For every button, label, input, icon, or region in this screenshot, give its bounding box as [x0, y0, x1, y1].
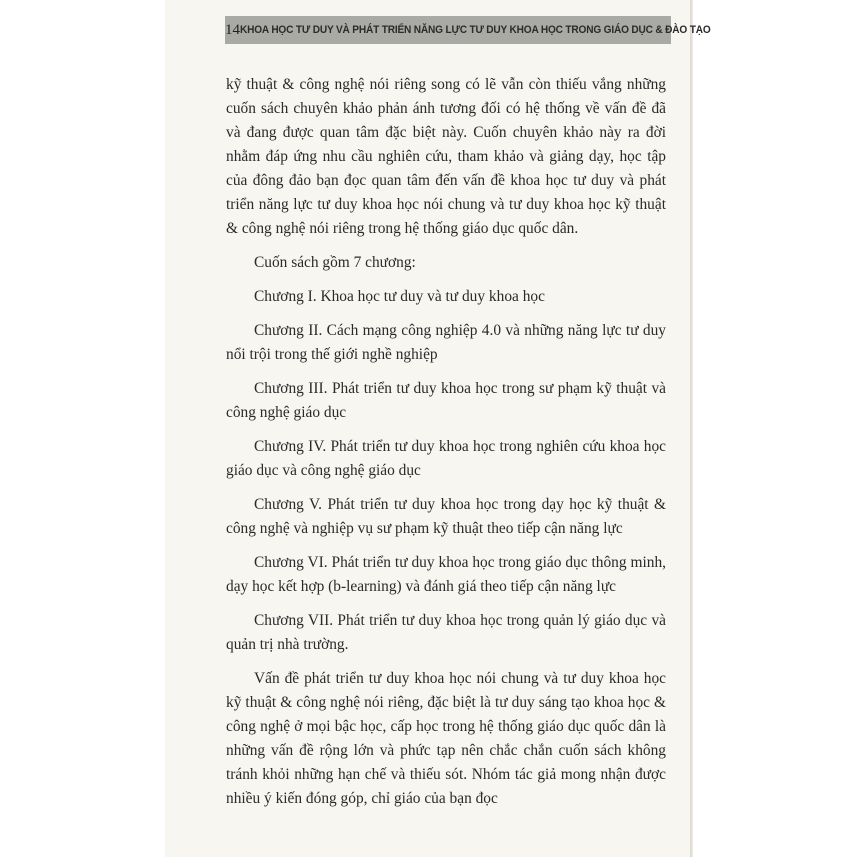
chapter-item-2: Chương II. Cách mạng công nghiệp 4.0 và những năng lực tư duy nổi trội trong thế giới nghề nghiệp — [226, 322, 666, 363]
chapter-item-6: Chương VI. Phát triển tư duy khoa học trong giáo dục thông minh, dạy học kết hợp (b-learning) và đánh giá theo tiếp cận năng lực — [226, 554, 666, 595]
page-body — [226, 73, 666, 821]
paragraph-chapter-count: Cuốn sách gồm 7 chương: — [254, 254, 416, 271]
chapter-item-7: Chương VII. Phát triển tư duy khoa học trong quản lý giáo dục và quản trị nhà trường. — [226, 612, 666, 653]
paragraph-intro: kỹ thuật & công nghệ nói riêng song có lẽ vẫn còn thiếu vắng những cuốn sách chuyên khảo phản ánh tương đối có hệ thống về vấn đề đã và đang được quan tâm đặc biệt này. Cuốn chuyên khảo này ra đời nhằm đáp ứng nhu cầu nghiên cứu, tham khảo và giảng dạy, học tập của đông đảo bạn đọc quan tâm đến vấn đề khoa học tư duy và phát triển năng lực tư duy khoa học nói chung và tư duy khoa học kỹ thuật & công nghệ nói riêng trong hệ thống giáo dục quốc dân. — [226, 76, 666, 237]
chapter-item-3: Chương III. Phát triển tư duy khoa học trong sư phạm kỹ thuật và công nghệ giáo dục — [226, 380, 666, 421]
running-head-title: KHOA HỌC TƯ DUY VÀ PHÁT TRIỂN NĂNG LỰC TƯ DUY KHOA HỌC TRONG GIÁO DỤC & ĐÀO TẠO — [240, 24, 711, 36]
paragraph-closing: Vấn đề phát triển tư duy khoa học nói chung và tư duy khoa học kỹ thuật & công nghệ nói riêng, đặc biệt là tư duy sáng tạo khoa học & công nghệ ở mọi bậc học, cấp học trong hệ thống giáo dục quốc dân là những vấn đề rộng lớn và phức tạp nên chắc chắn cuốn sách không tránh khỏi những hạn chế và thiếu sót. Nhóm tác giả mong nhận được nhiều ý kiến đóng góp, chỉ giáo của bạn đọc — [226, 670, 666, 807]
chapter-item-5: Chương V. Phát triển tư duy khoa học trong dạy học kỹ thuật & công nghệ và nghiệp vụ sư phạm kỹ thuật theo tiếp cận năng lực — [226, 496, 666, 537]
page-number: 14 — [225, 21, 240, 38]
chapter-item-1: Chương I. Khoa học tư duy và tư duy khoa học — [254, 288, 545, 305]
running-header — [225, 16, 711, 44]
book-spine-shadow — [690, 0, 693, 857]
chapter-item-4: Chương IV. Phát triển tư duy khoa học trong nghiên cứu khoa học giáo dục và công nghệ giáo dục — [226, 438, 666, 479]
